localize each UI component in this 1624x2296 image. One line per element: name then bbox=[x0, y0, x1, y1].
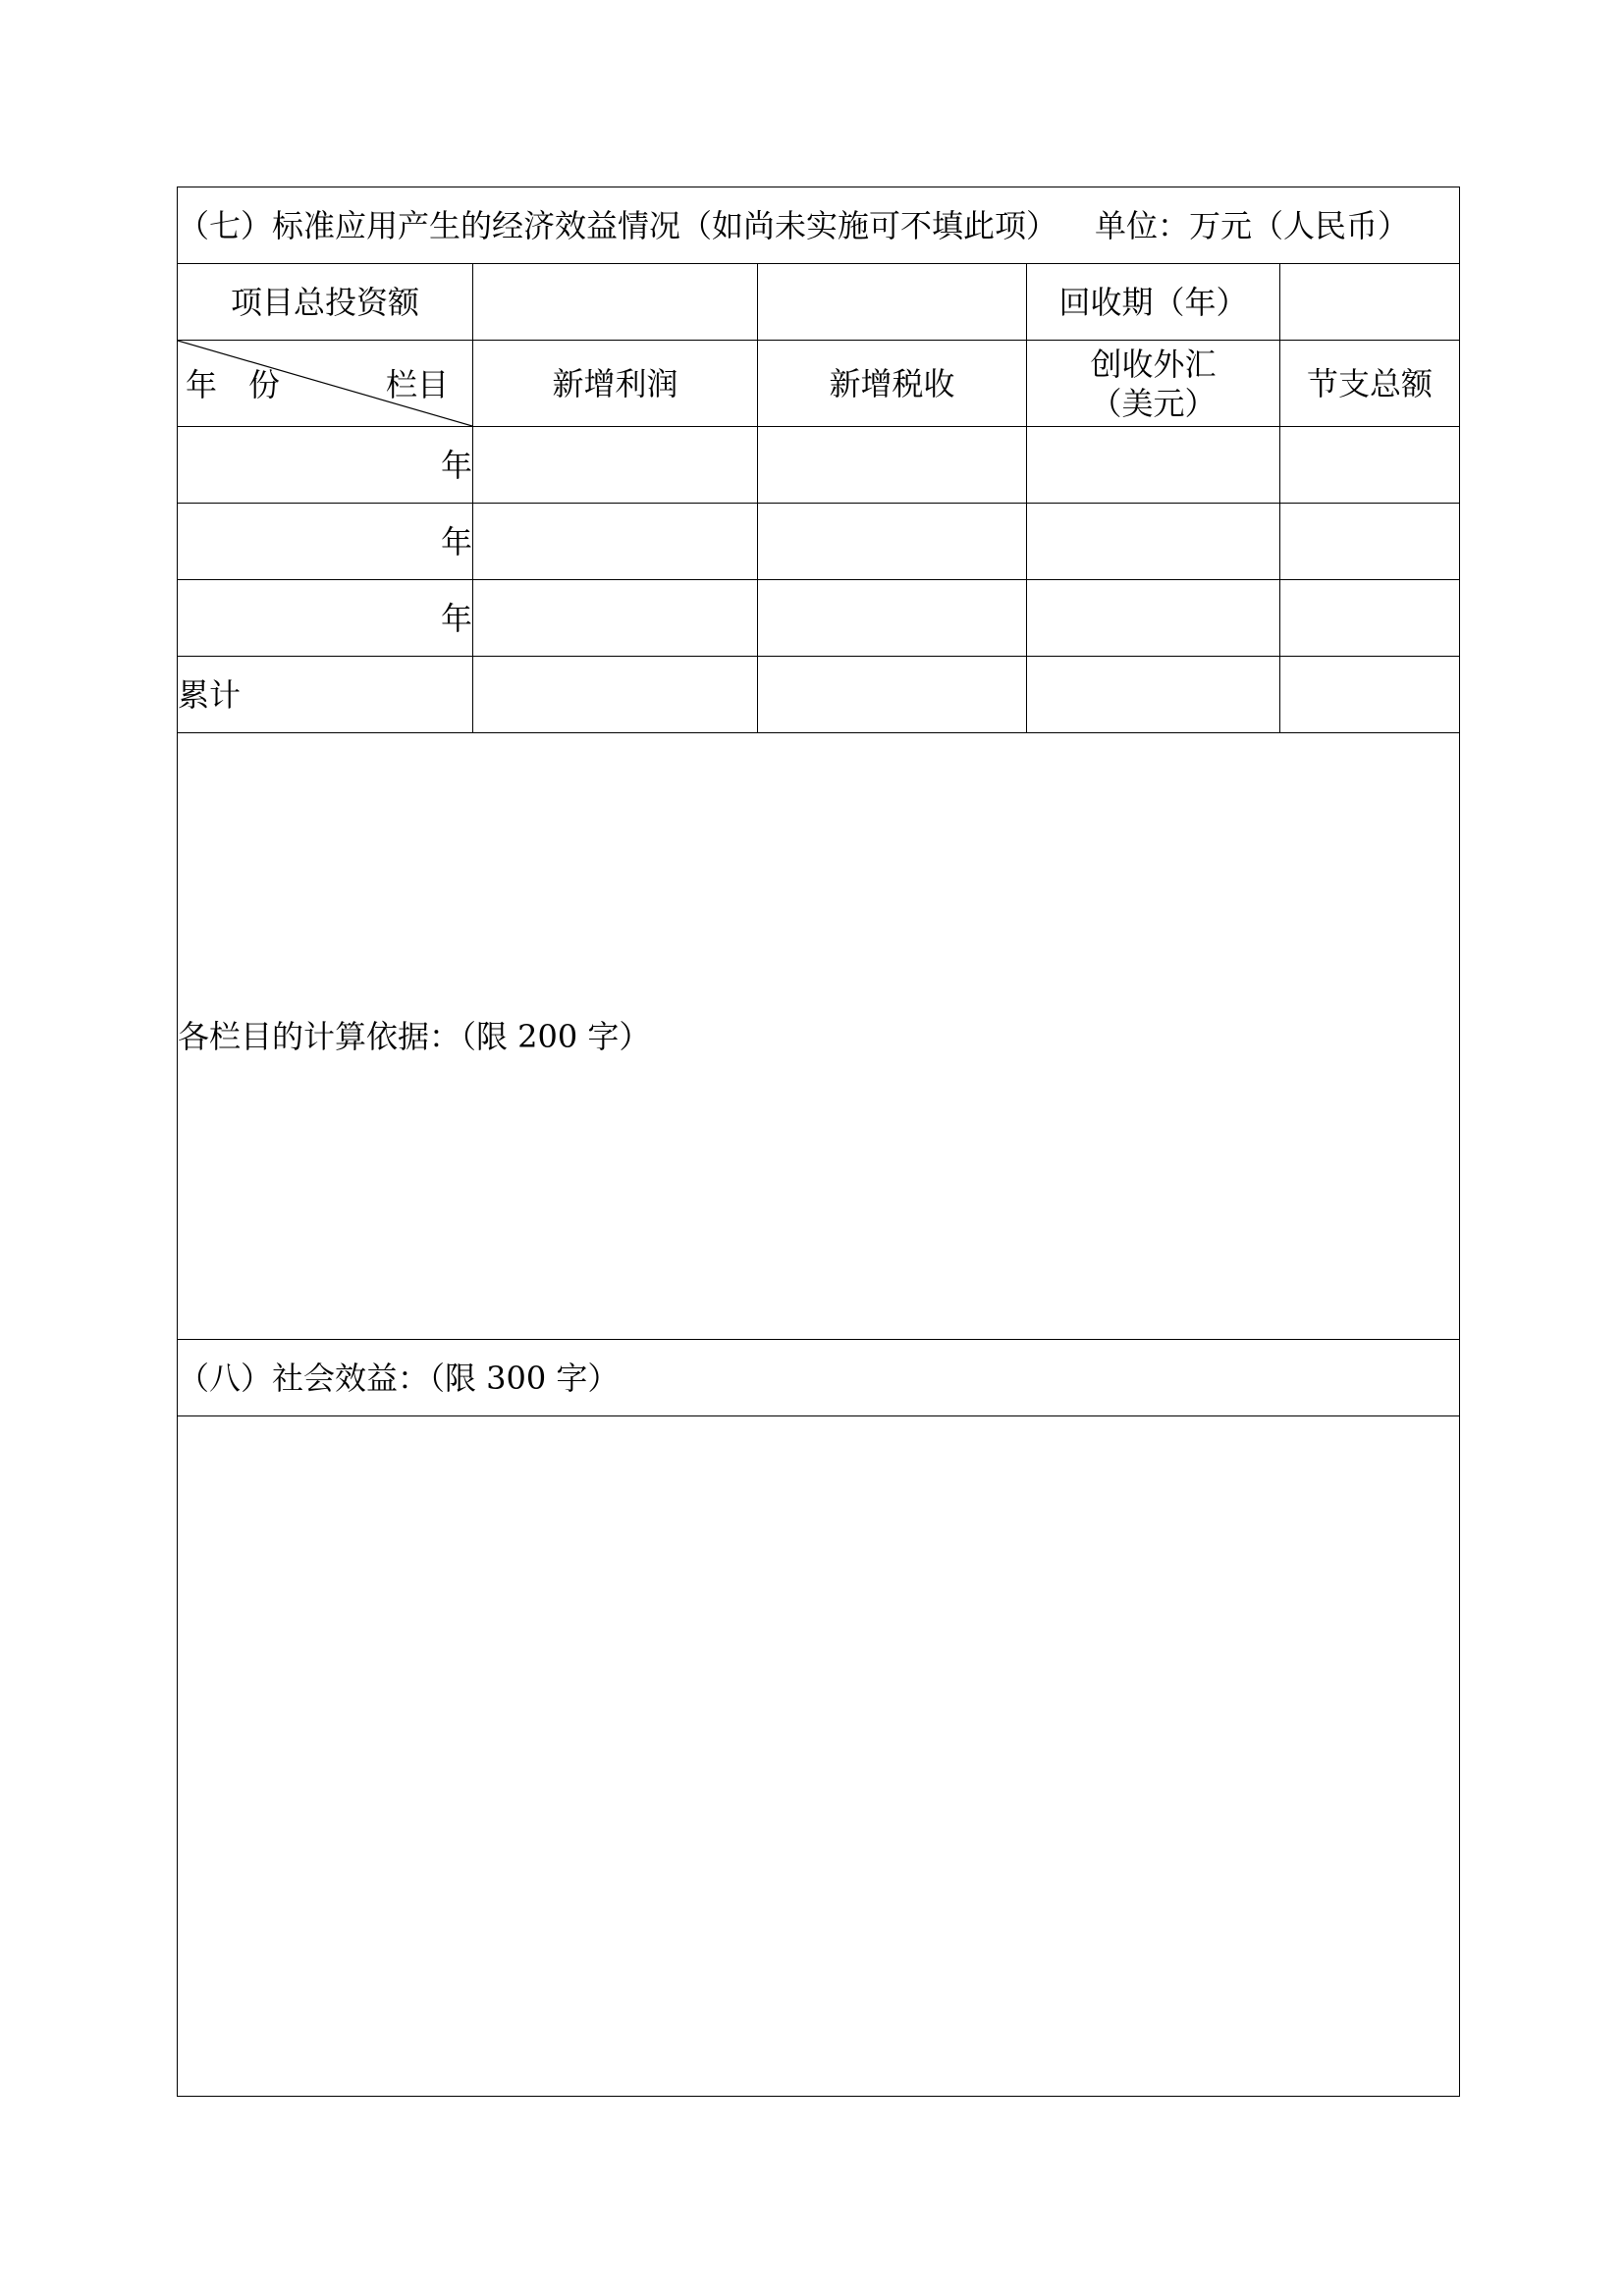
new-profit-cell[interactable] bbox=[473, 504, 758, 580]
total-row bbox=[178, 657, 1460, 733]
header-foreign-exchange-line2: （美元） bbox=[1090, 384, 1217, 422]
table-row bbox=[178, 504, 1460, 580]
new-tax-cell[interactable] bbox=[758, 427, 1027, 504]
total-row-label: 累计 bbox=[178, 657, 473, 733]
economic-benefit-table bbox=[177, 187, 1460, 2097]
total-foreign-exchange-cell[interactable] bbox=[1027, 657, 1280, 733]
section8-header bbox=[178, 1340, 1460, 1416]
table-row bbox=[178, 427, 1460, 504]
year-header-char1: 年 bbox=[186, 366, 218, 403]
foreign-exchange-cell[interactable] bbox=[1027, 580, 1280, 657]
section7-title: （七）标准应用产生的经济效益情况（如尚未实施可不填此项） bbox=[178, 206, 1058, 244]
total-new-profit-cell[interactable] bbox=[473, 657, 758, 733]
year-column-header-cell bbox=[178, 341, 473, 427]
foreign-exchange-cell[interactable] bbox=[1027, 427, 1280, 504]
new-profit-cell[interactable] bbox=[473, 580, 758, 657]
header-new-profit: 新增利润 bbox=[473, 341, 758, 427]
investment-extra-cell[interactable] bbox=[758, 264, 1027, 341]
year-header-char2: 份 bbox=[248, 366, 281, 403]
new-profit-cell[interactable] bbox=[473, 427, 758, 504]
header-savings-total: 节支总额 bbox=[1280, 341, 1460, 427]
total-investment-value-cell[interactable] bbox=[473, 264, 758, 341]
total-investment-label: 项目总投资额 bbox=[178, 264, 473, 341]
new-tax-cell[interactable] bbox=[758, 504, 1027, 580]
section7-header bbox=[178, 187, 1460, 264]
foreign-exchange-cell[interactable] bbox=[1027, 504, 1280, 580]
table-row bbox=[178, 580, 1460, 657]
savings-total-cell[interactable] bbox=[1280, 580, 1460, 657]
unit-label: 单位：万元（人民币） bbox=[1095, 206, 1410, 244]
year-row-label: 年 bbox=[178, 504, 473, 580]
year-header-label bbox=[186, 365, 280, 404]
payback-period-value-cell[interactable] bbox=[1280, 264, 1460, 341]
new-tax-cell[interactable] bbox=[758, 580, 1027, 657]
calculation-basis-area[interactable] bbox=[178, 733, 1460, 1340]
year-row-label: 年 bbox=[178, 580, 473, 657]
column-header-label: 栏目 bbox=[385, 366, 449, 403]
social-benefit-area[interactable] bbox=[178, 1416, 1460, 2097]
total-new-tax-cell[interactable] bbox=[758, 657, 1027, 733]
header-foreign-exchange-line1: 创收外汇 bbox=[1090, 345, 1217, 383]
calculation-basis-label: 各栏目的计算依据：（限 200 字） bbox=[178, 1017, 651, 1055]
savings-total-cell[interactable] bbox=[1280, 504, 1460, 580]
header-foreign-exchange bbox=[1027, 341, 1280, 427]
payback-period-label: 回收期（年） bbox=[1027, 264, 1280, 341]
header-new-tax: 新增税收 bbox=[758, 341, 1027, 427]
year-row-label: 年 bbox=[178, 427, 473, 504]
section8-title: （八）社会效益：（限 300 字） bbox=[178, 1359, 620, 1397]
savings-total-cell[interactable] bbox=[1280, 427, 1460, 504]
total-savings-cell[interactable] bbox=[1280, 657, 1460, 733]
